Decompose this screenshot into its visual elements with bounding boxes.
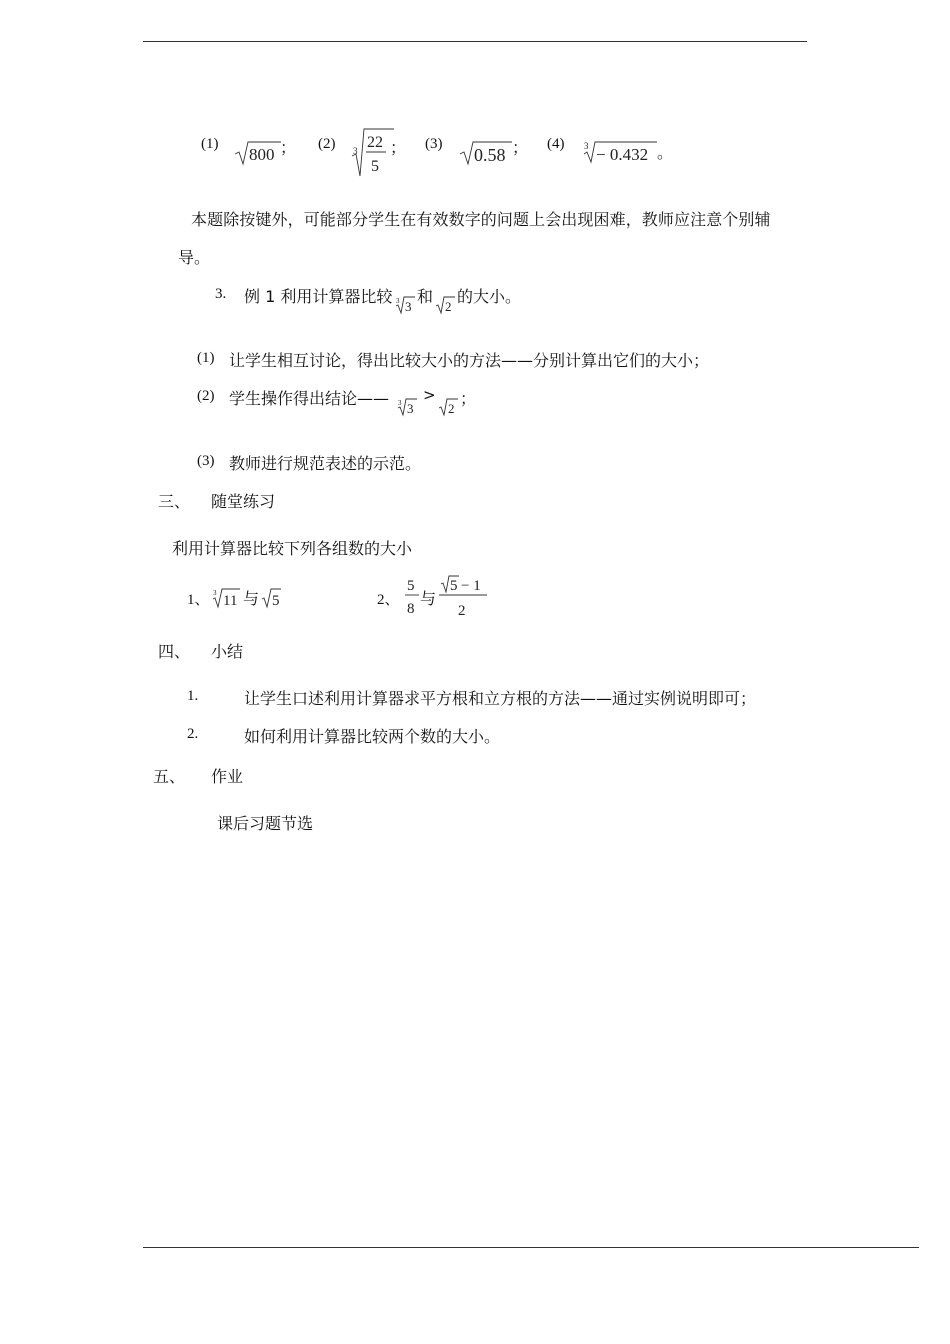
practice-2-fraction-5-8 bbox=[404, 574, 420, 618]
section-5-title: 作业 bbox=[211, 767, 244, 786]
example-number: 3. bbox=[215, 286, 227, 302]
exercise-2-label: (2) bbox=[318, 136, 336, 152]
practice-2-connector: 与 bbox=[420, 589, 437, 608]
practice-1-cbrt-11 bbox=[212, 588, 244, 612]
section-3-title: 随堂练习 bbox=[211, 492, 276, 511]
exercise-4-index: 3 bbox=[584, 141, 589, 151]
note-line-2: 导。 bbox=[178, 248, 211, 267]
practice-2-frac-den: 8 bbox=[407, 601, 415, 617]
header-rule bbox=[143, 41, 807, 42]
section-4-number: 四、 bbox=[158, 642, 191, 661]
exercise-3-radicand: 0.58 bbox=[474, 145, 506, 165]
step-2-end: ； bbox=[460, 389, 477, 408]
practice-1-sqrt-5 bbox=[261, 588, 283, 612]
summary-1-text: 让学生口述利用计算器求平方根和立方根的方法——通过实例说明即可； bbox=[244, 689, 757, 708]
step-3-text: 教师进行规范表述的示范。 bbox=[229, 454, 422, 473]
practice-2-golden-fraction bbox=[438, 574, 490, 618]
section-5-number: 五、 bbox=[153, 767, 186, 786]
practice-1-a-index: 3 bbox=[213, 589, 217, 597]
step-2-cbrt-3 bbox=[397, 398, 419, 420]
example-b-radicand: 2 bbox=[445, 299, 452, 314]
example-a-radicand: 3 bbox=[405, 299, 412, 314]
practice-1-b-radicand: 5 bbox=[272, 593, 280, 609]
step-2-label: (2) bbox=[197, 388, 215, 404]
example-sqrt-2 bbox=[435, 296, 457, 318]
footer-rule bbox=[143, 1247, 919, 1248]
exercise-2-denominator: 5 bbox=[371, 158, 379, 175]
exercise-1-radicand: 800 bbox=[249, 145, 275, 164]
section-3-number: 三、 bbox=[158, 492, 191, 511]
section-3-intro: 利用计算器比较下列各组数的大小 bbox=[172, 539, 413, 558]
example-cbrt-3 bbox=[395, 296, 417, 318]
section-4-title: 小结 bbox=[211, 642, 244, 661]
exercise-3-sep: ； bbox=[512, 138, 529, 157]
exercise-4-label: (4) bbox=[547, 136, 565, 152]
practice-1-a-radicand: 11 bbox=[223, 593, 238, 609]
note-line-1: 本题除按键外，可能部分学生在有效数字的问题上会出现困难，教师应注意个别辅 bbox=[191, 210, 771, 229]
step-1-text: 让学生相互讨论，得出比较大小的方法——分别计算出它们的大小； bbox=[229, 351, 710, 370]
exercise-4-sep: 。 bbox=[657, 143, 674, 162]
summary-2-label: 2. bbox=[187, 726, 199, 742]
summary-2-text: 如何利用计算器比较两个数的大小。 bbox=[244, 727, 501, 746]
exercise-4-radicand: − 0.432 bbox=[596, 145, 649, 164]
step-2-sqrt-2 bbox=[438, 398, 460, 420]
step-2-b-radicand: 2 bbox=[448, 401, 455, 416]
practice-1-connector: 与 bbox=[243, 589, 260, 608]
exercise-1-sqrt-800 bbox=[233, 140, 283, 170]
homework-text: 课后习题节选 bbox=[217, 814, 314, 833]
exercise-1-sep: ； bbox=[280, 138, 297, 157]
step-2-a-index: 3 bbox=[398, 399, 402, 407]
practice-1-label: 1、 bbox=[187, 592, 210, 608]
example-connector: 和 bbox=[417, 287, 434, 306]
exercise-3-label: (3) bbox=[425, 136, 443, 152]
practice-2-b-num-tail: − 1 bbox=[461, 578, 481, 594]
exercise-1-label: (1) bbox=[201, 136, 219, 152]
example-a-index: 3 bbox=[396, 297, 400, 305]
exercise-2-index: 3 bbox=[353, 146, 358, 156]
example-text-after: 的大小。 bbox=[457, 287, 522, 306]
step-3-label: (3) bbox=[197, 453, 215, 469]
step-2-compare: > bbox=[423, 386, 436, 404]
step-1-label: (1) bbox=[197, 350, 215, 366]
practice-2-frac-num: 5 bbox=[407, 578, 415, 594]
exercise-2-numerator: 22 bbox=[367, 134, 383, 151]
step-2-text: 学生操作得出结论—— bbox=[229, 389, 390, 408]
exercise-3-sqrt-058 bbox=[458, 140, 518, 170]
practice-2-b-num: 5 bbox=[450, 578, 458, 594]
exercise-2-sep: ； bbox=[390, 138, 407, 157]
step-2-a-radicand: 3 bbox=[407, 401, 414, 416]
exercise-4-cbrt-neg bbox=[582, 140, 662, 170]
summary-1-label: 1. bbox=[187, 688, 199, 704]
example-text-before: 例 1 利用计算器比较 bbox=[244, 287, 393, 306]
practice-2-b-den: 2 bbox=[458, 603, 466, 619]
practice-2-label: 2、 bbox=[377, 592, 400, 608]
